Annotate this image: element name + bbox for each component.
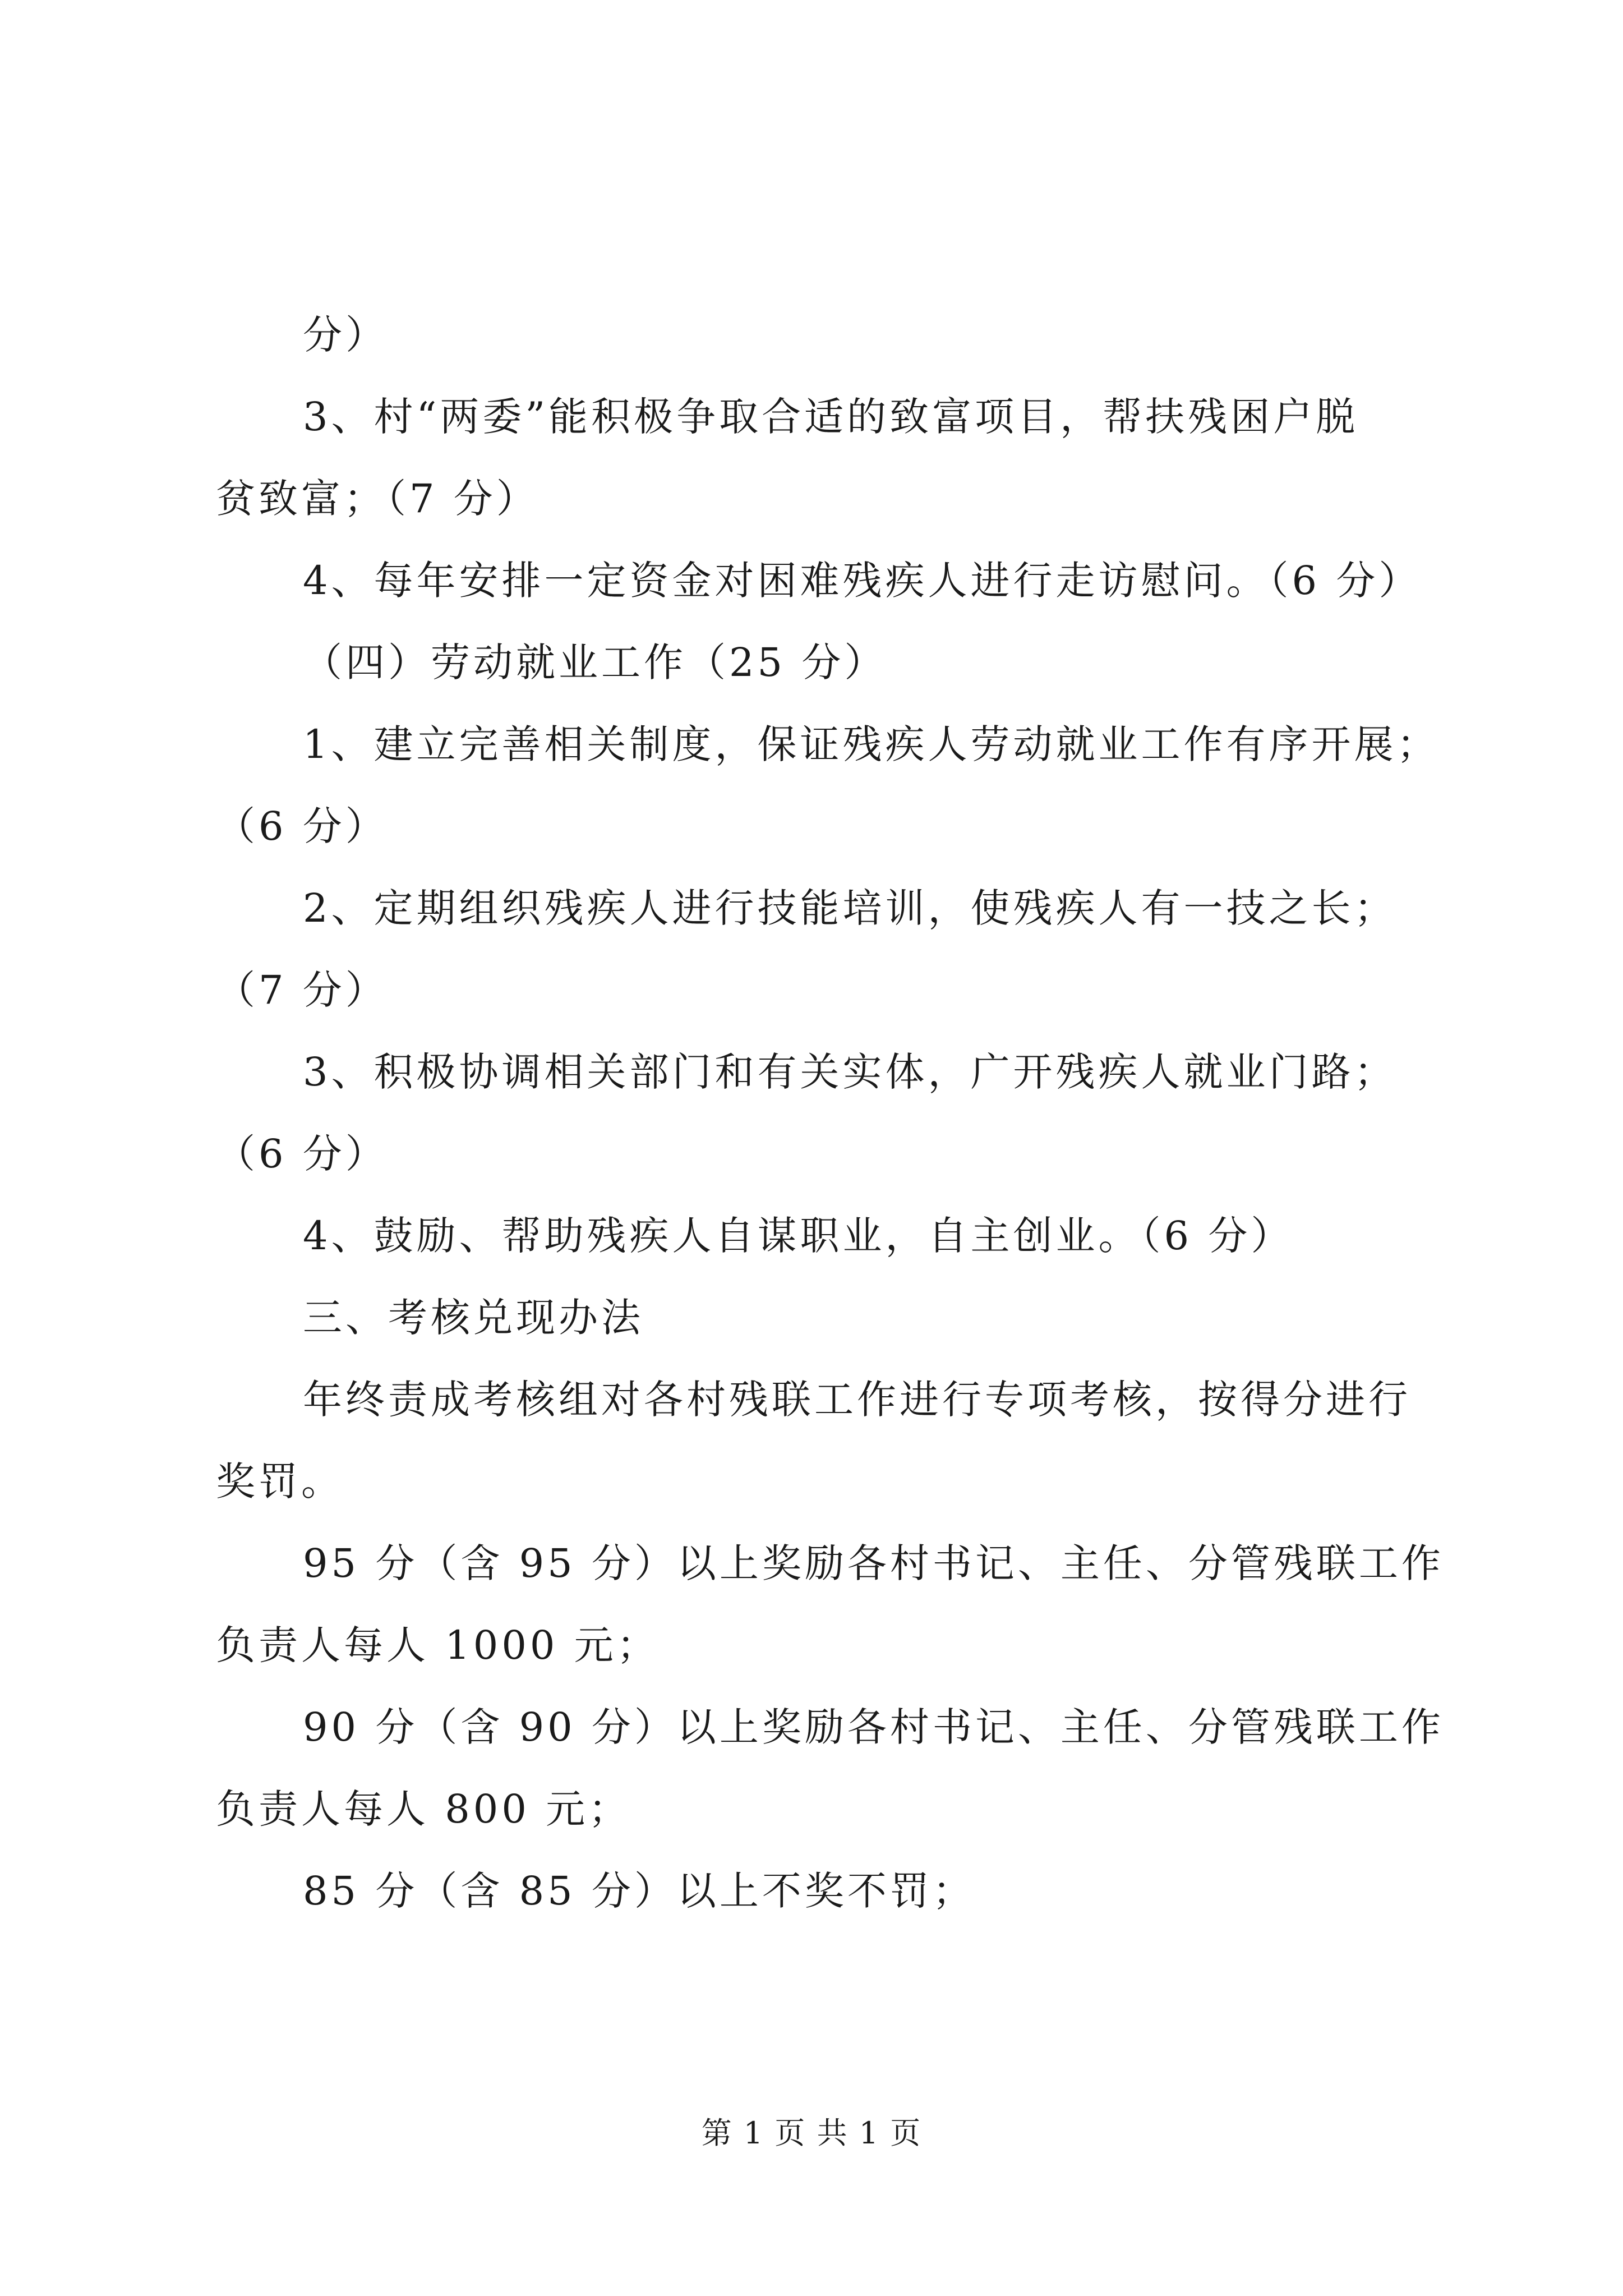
text-line: 4、鼓励、帮助残疾人自谋职业，自主创业。（6 分） (303, 1213, 1294, 1259)
text-line: （6 分） (216, 803, 388, 849)
text-line: 年终责成考核组对各村残联工作进行专项考核，按得分进行 (303, 1377, 1411, 1423)
page-footer: 第 1 页 共 1 页 (701, 2115, 922, 2151)
section-heading: 三、考核兑现办法 (303, 1295, 644, 1341)
text-line: 贫致富；（7 分） (216, 476, 539, 522)
text-line: （四）劳动就业工作（25 分） (303, 639, 887, 685)
text-line: 4、每年安排一定资金对困难残疾人进行走访慰问。（6 分） (303, 558, 1422, 604)
text-line: 3、村“两委”能积极争取合适的致富项目，帮扶残困户脱 (303, 394, 1359, 440)
text-line: 负责人每人 800 元； (216, 1786, 631, 1832)
text-line: 3、积极协调相关部门和有关实体，广开残疾人就业门路； (303, 1049, 1397, 1095)
text-line: 95 分（含 95 分）以上奖励各村书记、主任、分管残联工作 (303, 1540, 1444, 1586)
text-line: 90 分（含 90 分）以上奖励各村书记、主任、分管残联工作 (303, 1704, 1444, 1750)
text-line: 85 分（含 85 分）以上不奖不罚； (303, 1868, 975, 1914)
text-line: （7 分） (216, 967, 388, 1013)
text-line: （6 分） (216, 1131, 388, 1177)
text-line: 奖罚。 (216, 1458, 344, 1504)
text-line: 1、建立完善相关制度，保证残疾人劳动就业工作有序开展； (303, 721, 1440, 767)
text-line: 2、定期组织残疾人进行技能培训，使残疾人有一技之长； (303, 885, 1397, 931)
text-line: 分） (303, 312, 388, 358)
text-line: 负责人每人 1000 元； (216, 1622, 660, 1668)
